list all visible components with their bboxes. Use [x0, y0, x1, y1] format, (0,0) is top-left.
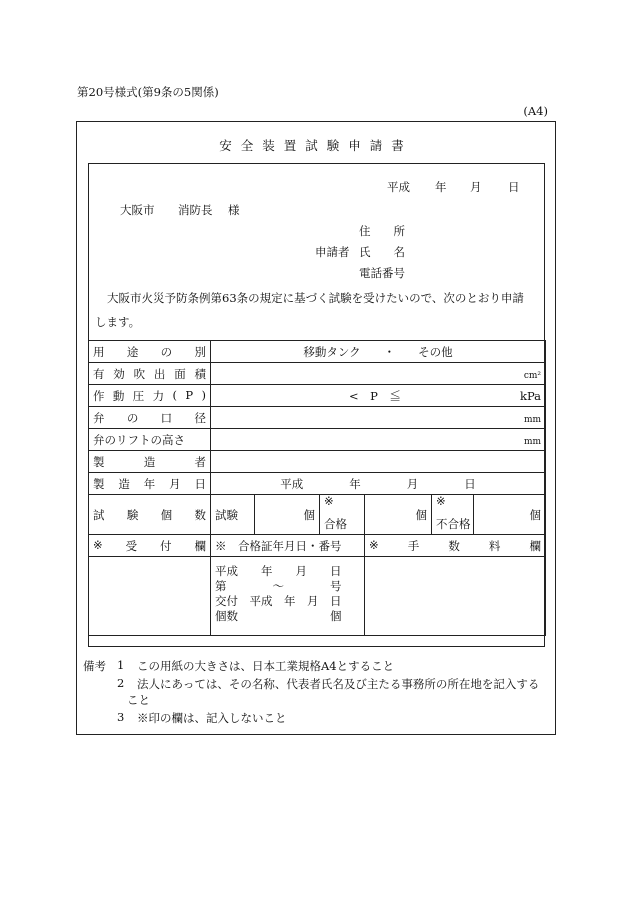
fail-label-cell: [432, 495, 474, 535]
form-number: 第20号様式(第9条の5関係): [77, 85, 219, 99]
office-use-header-row: [89, 535, 546, 557]
operating-pressure-field[interactable]: [211, 385, 546, 407]
certificate-field: [211, 557, 365, 636]
operating-pressure-label: 作 動 圧 力 ( P ): [93, 387, 206, 403]
manufacturer-label: 製 造 者: [93, 454, 206, 469]
valve-lift-unit: mm: [523, 436, 542, 447]
date-month: 月: [470, 180, 482, 194]
applicant-address-label: 住 所: [359, 224, 405, 238]
manufacture-date-row: [89, 473, 546, 495]
manufacturer-row: [89, 451, 546, 473]
valve-lift-label: 弁のリフトの高さ: [93, 432, 185, 447]
operating-pressure-expression: < P ≦: [349, 389, 401, 403]
pass-count-unit: 個: [415, 507, 427, 522]
certificate-label: ※ 合格証年月日・番号: [211, 535, 365, 557]
pass-count-field[interactable]: [365, 495, 432, 535]
addressee-honorific: 様: [228, 203, 240, 217]
applicant-name-label: 氏 名: [359, 245, 405, 259]
valve-lift-field[interactable]: [211, 429, 546, 451]
operating-pressure-unit: kPa: [519, 388, 542, 403]
valve-lift-row: [89, 429, 546, 451]
effective-area-row: [89, 363, 546, 385]
note-3-number: 3: [117, 710, 125, 724]
date-year: 年: [435, 180, 447, 194]
note-2-text-continued: こと: [127, 693, 150, 707]
notes-heading: 備考: [83, 659, 106, 673]
paper-size-label: (A4): [523, 104, 548, 118]
effective-area-field[interactable]: [211, 363, 546, 385]
date-day: 日: [508, 180, 520, 194]
manufacture-date-label: 製 造 年 月 日: [93, 476, 206, 491]
date-era: 平成: [387, 180, 410, 194]
valve-diameter-field[interactable]: [211, 407, 546, 429]
certificate-count-line: 個数 個: [215, 609, 342, 623]
manufacturer-field[interactable]: [211, 451, 546, 473]
operating-pressure-row: [89, 385, 546, 407]
certificate-issue-line: 交付 平成 年 月 日: [215, 594, 342, 608]
fail-count-unit: 個: [529, 507, 542, 522]
pass-mark: ※: [324, 494, 334, 508]
statement-line-1: 大阪市火災予防条例第63条の規定に基づく試験を受けたいので、次のとおり申請: [107, 291, 524, 305]
manufacture-date-field[interactable]: 平成 年 月 日: [211, 473, 546, 495]
fail-count-field[interactable]: [474, 495, 546, 535]
note-1-number: 1: [117, 658, 125, 672]
usage-row: [89, 341, 546, 363]
applicant-label: 申請者: [315, 245, 350, 259]
usage-label: 用 途 の 別: [93, 344, 206, 359]
note-3-text: ※印の欄は、記入しないこと: [137, 711, 287, 725]
tested-count-unit: 個: [303, 507, 315, 522]
note-1-text: この用紙の大きさは、日本工業規格A4とすること: [137, 659, 395, 673]
usage-options[interactable]: 移動タンク ・ その他: [211, 341, 546, 363]
certificate-number-line: 第 〜 号: [215, 579, 342, 593]
test-count-row: [89, 495, 546, 535]
addressee-office: 消防長: [178, 203, 213, 217]
effective-area-label: 有 効 吹 出 面 積: [93, 366, 206, 381]
fee-label: ※ 手 数 料 欄: [369, 537, 542, 553]
note-2-number: 2: [117, 676, 125, 690]
statement-line-2: します。: [95, 315, 141, 329]
tested-count-field[interactable]: [255, 495, 320, 535]
tested-label: 試験: [211, 495, 255, 535]
application-form: [76, 121, 556, 735]
reception-field: [89, 557, 211, 636]
pass-label-cell: [320, 495, 365, 535]
certificate-date-line: 平成 年 月 日: [215, 564, 342, 578]
valve-diameter-row: [89, 407, 546, 429]
application-box: [88, 163, 545, 647]
applicant-phone-label: 電話番号: [359, 266, 405, 280]
form-title: 安全装置試験申請書: [219, 138, 413, 153]
test-count-label: 試 験 個 数: [93, 507, 206, 522]
effective-area-unit: cm²: [523, 370, 542, 381]
pass-label: 合格: [324, 517, 347, 531]
valve-diameter-label: 弁 の 口 径: [93, 410, 206, 425]
fail-mark: ※: [436, 494, 446, 508]
reception-label: ※ 受 付 欄: [93, 537, 206, 553]
addressee-city: 大阪市: [120, 203, 155, 217]
test-details-table: [88, 340, 546, 636]
office-use-row: [89, 557, 546, 636]
valve-diameter-unit: mm: [523, 414, 542, 425]
note-2-text: 法人にあっては、その名称、代表者氏名及び主たる事務所の所在地を記入する: [137, 677, 540, 691]
fail-label: 不合格: [436, 517, 471, 531]
fee-field: [365, 557, 546, 636]
